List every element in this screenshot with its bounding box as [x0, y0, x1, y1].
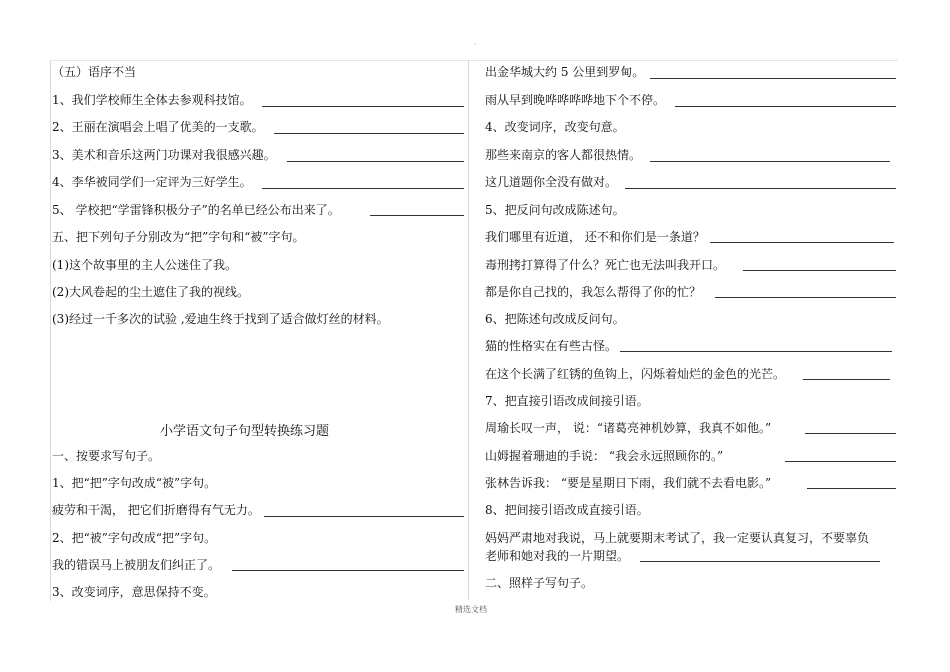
answer-line[interactable]	[743, 270, 896, 271]
left-item-4: 4、李华被同学们一定评为三好学生。	[52, 175, 252, 189]
right-line-13b: 老师和她对我的一片期望。	[485, 549, 630, 563]
right-line-10: 周瑜长叹一声， 说：“诸葛亮神机妙算，我真不如他。”	[485, 421, 772, 435]
answer-line[interactable]	[803, 379, 890, 380]
answer-line[interactable]	[650, 161, 890, 162]
right-line-7: 都是你自己找的，我怎么帮得了你的忙？	[485, 285, 702, 299]
answer-line[interactable]	[287, 161, 464, 162]
part5-item-2: (2)大风卷起的尘土遮住了我的视线。	[52, 285, 249, 299]
q4-instruction: 4、改变词序，改变句意。	[485, 120, 625, 134]
right-line-12: 张林告诉我： “要是星期日下雨，我们就不去看电影。”	[485, 476, 772, 490]
answer-line[interactable]	[370, 215, 464, 216]
part5-title: 五、把下列句子分别改为“把”字句和“被”字句。	[52, 230, 305, 244]
right-line-8: 猫的性格实在有些古怪。	[485, 339, 618, 353]
answer-line[interactable]	[785, 461, 896, 462]
footer-label: 精选文档	[455, 605, 487, 614]
left-item-2: 2、王丽在演唱会上唱了优美的一支歌。	[52, 120, 264, 134]
right-line-13a: 妈妈严肃地对我说，马上就要期末考试了，我一定要认真复习，不要辜负	[485, 531, 870, 545]
part5-item-3: (3)经过一千多次的试验 ,爱迪生终于找到了适合做灯丝的材料。	[52, 312, 389, 326]
header-dot: ·	[474, 40, 477, 49]
right-column	[485, 0, 897, 672]
q1-sentence: 疲劳和干渴， 把它们折磨得有气无力。	[52, 503, 260, 517]
answer-line[interactable]	[675, 106, 896, 107]
right-line-2: 雨从早到晚哗哗哗哗地下个不停。	[485, 93, 666, 107]
column-divider	[468, 60, 469, 600]
part1-title: 一、按要求写句子。	[52, 449, 161, 463]
part5-item-1: (1)这个故事里的主人公迷住了我。	[52, 258, 237, 272]
left-column	[52, 0, 466, 672]
answer-line[interactable]	[650, 78, 896, 79]
left-item-3: 3、美术和音乐这两门功课对我很感兴趣。	[52, 148, 276, 162]
answer-line[interactable]	[264, 516, 464, 517]
q6-instruction: 6、把陈述句改成反问句。	[485, 312, 625, 326]
document-title: 小学语文句子句型转换练习题	[160, 424, 330, 439]
answer-line[interactable]	[232, 570, 464, 571]
answer-line[interactable]	[262, 106, 464, 107]
right-line-4: 这几道题你全没有做对。	[485, 175, 618, 189]
answer-line[interactable]	[715, 297, 896, 298]
answer-line[interactable]	[274, 133, 464, 134]
answer-line[interactable]	[262, 188, 464, 189]
section5-title: （五）语序不当	[52, 65, 137, 79]
q2-instruction: 2、把“被”字句改成“把”字句。	[52, 531, 217, 545]
right-line-1: 出金华城大约 5 公里到罗甸。	[485, 65, 645, 79]
answer-line[interactable]	[640, 561, 880, 562]
right-line-11: 山姆握着珊迪的手说： “我会永远照顾你的。”	[485, 449, 724, 463]
answer-line[interactable]	[807, 488, 896, 489]
q2-sentence: 我的错误马上被朋友们纠正了。	[52, 558, 221, 572]
part2-title: 二、照样子写句子。	[485, 576, 594, 590]
right-line-3: 那些来南京的客人都很热情。	[485, 148, 642, 162]
right-line-9: 在这个长满了红锈的鱼钩上，闪烁着灿烂的金色的光芒。	[485, 367, 786, 381]
answer-line[interactable]	[710, 242, 894, 243]
q8-instruction: 8、把间接引语改成直接引语。	[485, 503, 649, 517]
q5-instruction: 5、把反问句改成陈述句。	[485, 203, 625, 217]
q1-instruction: 1、把“把”字句改成“被”字句。	[52, 476, 217, 490]
answer-line[interactable]	[625, 188, 896, 189]
right-line-6: 毒刑拷打算得了什么？死亡也无法叫我开口。	[485, 258, 726, 272]
answer-line[interactable]	[620, 351, 892, 352]
q3-instruction: 3、改变词序，意思保持不变。	[52, 585, 216, 599]
q7-instruction: 7、把直接引语改成间接引语。	[485, 394, 649, 408]
left-item-1: 1、我们学校师生全体去参观科技馆。	[52, 93, 252, 107]
answer-line[interactable]	[805, 433, 896, 434]
left-item-5: 5、 学校把“学雷锋积极分子”的名单已经公布出来了。	[52, 203, 340, 217]
right-line-5: 我们哪里有近道， 还不和你们是一条道？	[485, 230, 705, 244]
